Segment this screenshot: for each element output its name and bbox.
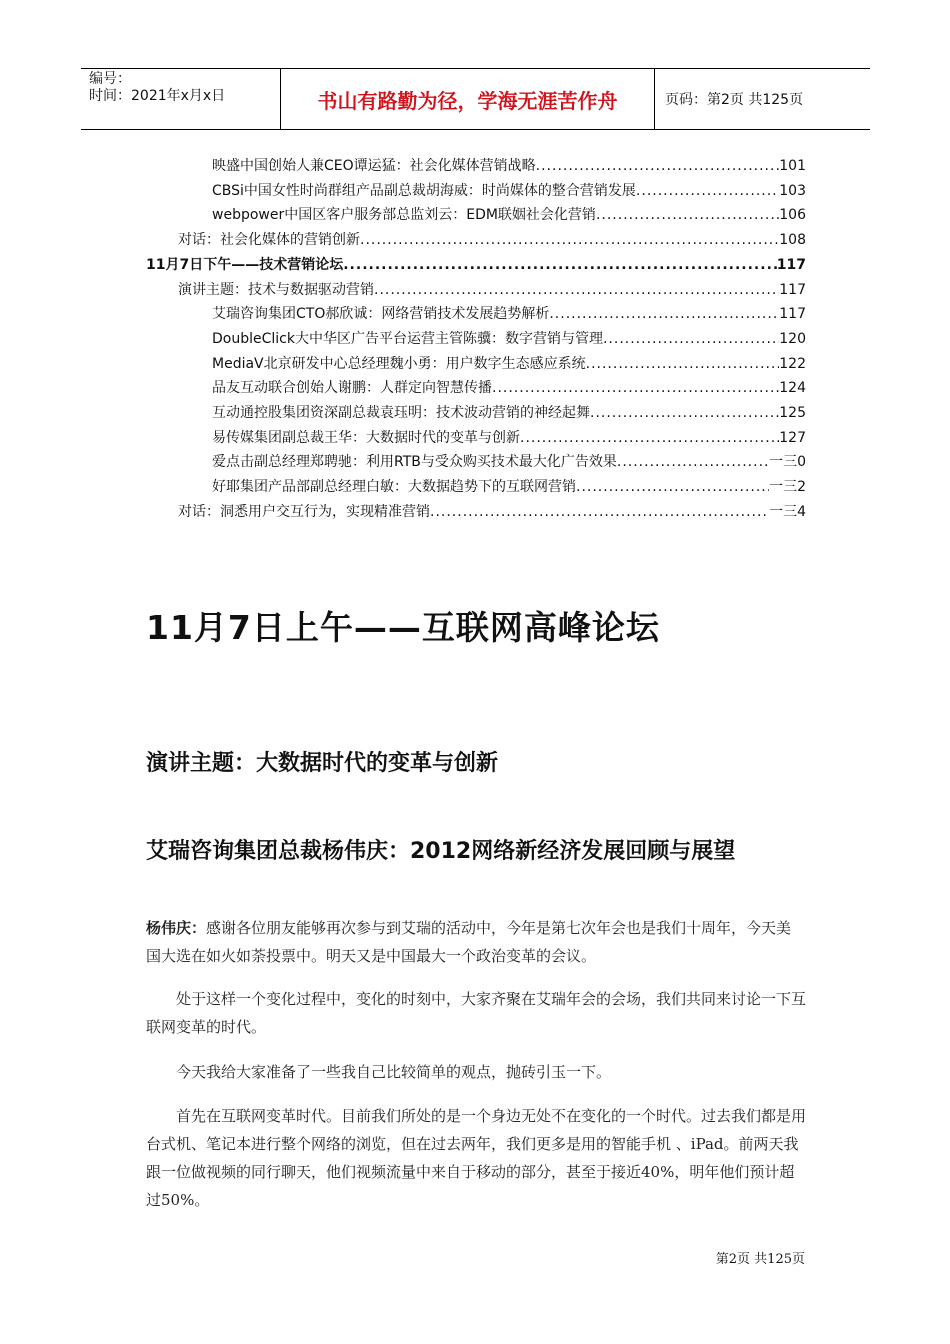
toc-entry[interactable] bbox=[212, 378, 806, 398]
toc-entry-title: 对话：洞悉用户交互行为，实现精准营销 bbox=[178, 503, 430, 520]
toc-leader-dots bbox=[536, 156, 780, 176]
toc-entry[interactable] bbox=[212, 428, 806, 448]
toc-leader-dots bbox=[636, 181, 779, 201]
header-number: 编号： bbox=[89, 71, 131, 87]
toc-entry-title: MediaV北京研发中心总经理魏小勇：用户数字生态感应系统 bbox=[212, 355, 586, 372]
toc-entry-page: 103 bbox=[779, 182, 806, 199]
toc-entry-page: 一三0 bbox=[769, 454, 806, 471]
toc-leader-dots bbox=[343, 255, 777, 275]
toc-entry-page: 127 bbox=[779, 429, 806, 446]
toc-entry[interactable] bbox=[212, 205, 806, 225]
section-heading: 11月7日上午——互联网高峰论坛 bbox=[146, 608, 660, 647]
paragraph-3: 今天我给大家准备了一些我自己比较简单的观点，抛砖引玉一下。 bbox=[176, 1063, 612, 1081]
speaker-heading: 艾瑞咨询集团总裁杨伟庆：2012网络新经济发展回顾与展望 bbox=[146, 839, 736, 864]
toc-leader-dots bbox=[492, 378, 779, 398]
topic-heading: 演讲主题：大数据时代的变革与创新 bbox=[146, 751, 499, 776]
toc-entry-page: 一三2 bbox=[769, 479, 806, 496]
toc-entry-title: 好耶集团产品部副总经理白敏：大数据趋势下的互联网营销 bbox=[212, 479, 576, 496]
toc-entry-page: 117 bbox=[776, 256, 806, 273]
toc-entry-title: 11月7日下午——技术营销论坛 bbox=[146, 256, 344, 273]
toc-entry-title: 对话：社会化媒体的营销创新 bbox=[178, 232, 360, 249]
toc-entry[interactable] bbox=[178, 230, 806, 250]
toc-leader-dots bbox=[596, 205, 779, 225]
toc-entry[interactable] bbox=[212, 329, 806, 349]
toc-entry-page: 106 bbox=[779, 207, 806, 224]
toc-entry-title: 爱点击副总经理郑聘驰：利用RTB与受众购买技术最大化广告效果 bbox=[212, 454, 617, 471]
toc-entry[interactable] bbox=[212, 354, 806, 374]
toc-leader-dots bbox=[590, 403, 779, 423]
toc-entry-title: 映盛中国创始人兼CEO谭运猛：社会化媒体营销战略 bbox=[212, 158, 536, 174]
toc-leader-dots bbox=[520, 428, 779, 448]
toc-leader-dots bbox=[617, 452, 769, 472]
toc-entry-title: 品友互动联合创始人谢鹏：人群定向智慧传播 bbox=[212, 380, 492, 397]
toc-entry-title: 互动通控股集团资深副总裁袁珏明：技术波动营销的神经起舞 bbox=[212, 405, 590, 421]
toc-entry[interactable] bbox=[212, 477, 806, 497]
toc-entry[interactable] bbox=[212, 403, 806, 423]
toc-entry-page: 120 bbox=[779, 330, 806, 347]
toc-entry-page: 一三4 bbox=[769, 503, 806, 520]
toc-entry[interactable] bbox=[146, 255, 806, 275]
speaker-name: 杨伟庆： bbox=[146, 919, 207, 937]
header-time: 时间：2021年x月x日 bbox=[89, 88, 226, 104]
paragraph-2: 处于这样一个变化过程中，变化的时刻中，大家齐聚在艾瑞年会的会场，我们共同来讨论一下互联网变革的时代。 bbox=[146, 990, 807, 1036]
toc-entry[interactable] bbox=[212, 181, 806, 201]
page-footer: 第2页 共125页 bbox=[715, 1252, 805, 1267]
toc-entry-page: 117 bbox=[779, 306, 806, 323]
toc-leader-dots bbox=[549, 304, 779, 324]
toc-entry-page: 117 bbox=[779, 281, 806, 298]
toc-entry[interactable] bbox=[178, 502, 806, 522]
toc-leader-dots bbox=[603, 329, 779, 349]
toc-entry-page: 108 bbox=[779, 232, 806, 249]
toc-entry[interactable] bbox=[178, 280, 806, 300]
header-motto: 书山有路勤为径，学海无涯苦作舟 bbox=[281, 69, 655, 129]
toc-leader-dots bbox=[586, 354, 780, 374]
header-meta bbox=[81, 69, 281, 129]
toc-entry[interactable] bbox=[212, 304, 806, 324]
toc-entry-page: 101 bbox=[779, 158, 806, 174]
page-header bbox=[81, 68, 870, 130]
header-page: 页码：第2页 共125页 bbox=[665, 92, 804, 108]
toc-entry-page: 124 bbox=[779, 380, 806, 397]
paragraph-1-text: 感谢各位朋友能够再次参与到艾瑞的活动中，今年是第七次年会也是我们十周年，今天美国大选在如火如荼投票中。明天又是中国最大一个政治变革的会议。 bbox=[146, 919, 792, 965]
toc-entry-page: 125 bbox=[779, 405, 806, 421]
toc-entry-title: 艾瑞咨询集团CTO郝欣诚：网络营销技术发展趋势解析 bbox=[212, 306, 550, 323]
toc-entry-page: 122 bbox=[779, 355, 806, 372]
toc-entry-title: 易传媒集团副总裁王华：大数据时代的变革与创新 bbox=[212, 429, 520, 446]
toc-leader-dots bbox=[430, 502, 769, 522]
toc-entry[interactable] bbox=[212, 452, 806, 472]
toc-entry[interactable] bbox=[212, 156, 806, 176]
toc-entry-title: webpower中国区客户服务部总监刘云：EDM联姻社会化营销 bbox=[212, 207, 596, 224]
toc-leader-dots bbox=[360, 230, 779, 250]
toc-leader-dots bbox=[576, 477, 769, 497]
toc-entry-title: DoubleClick大中华区广告平台运营主管陈骥：数字营销与管理 bbox=[212, 330, 603, 347]
paragraph-1 bbox=[146, 914, 806, 970]
toc-entry-title: 演讲主题：技术与数据驱动营销 bbox=[178, 281, 374, 298]
toc-leader-dots bbox=[374, 280, 779, 300]
toc-entry-title: CBSi中国女性时尚群组产品副总裁胡海威：时尚媒体的整合营销发展 bbox=[212, 182, 636, 199]
paragraph-4: 首先在互联网变革时代。目前我们所处的是一个身边无处不在变化的一个时代。过去我们都是用台式机、笔记本进行整个网络的浏览，但在过去两年，我们更多是用的智能手机 、iPad。前两天我跟一位做视频的同行聊天，他们视频流量中来自于移动的部分，甚至于接近40%，明年他们预计超过50%。 bbox=[146, 1107, 807, 1209]
